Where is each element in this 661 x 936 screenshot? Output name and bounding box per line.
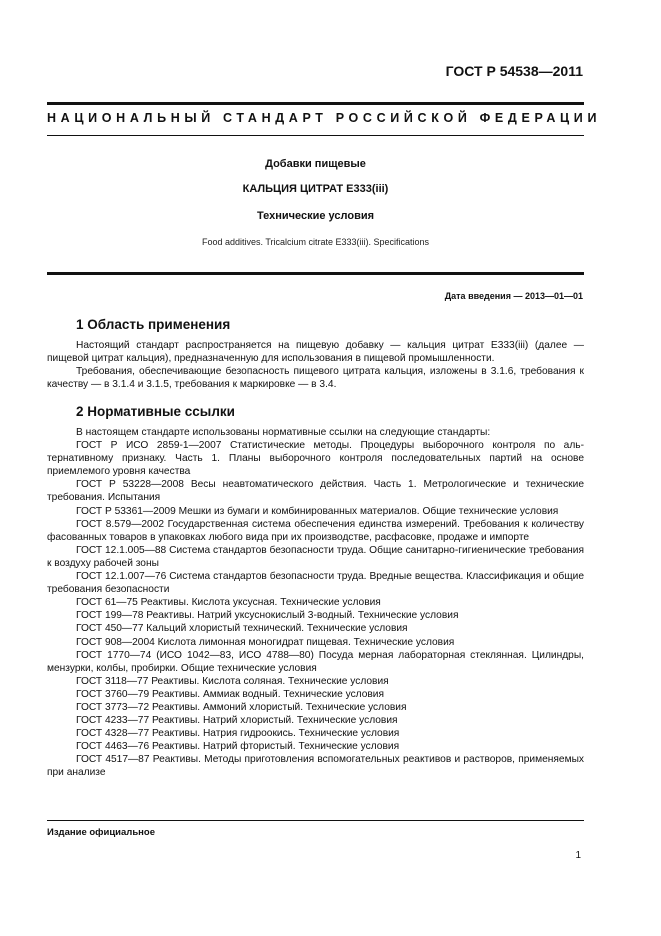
title-rule bbox=[47, 272, 584, 275]
reference-item: ГОСТ 1770—74 (ИСО 1042—83, ИСО 4788—80) Посуда мерная лабораторная стеклянная. Цилиндры, мензурки, колбы, пробирки. Общие технические условия bbox=[47, 649, 584, 674]
section-1-paragraph: Требования, обеспечивающие безопасность пищевого цитрата кальция, изложены в 3.1.6, требования к качеству — в 3.1.4 и 3.1.5, требования к маркировке — в 3.4. bbox=[47, 366, 584, 391]
date-of-introduction: Дата введения — 2013—01—01 bbox=[444, 291, 583, 301]
national-standard-banner: НАЦИОНАЛЬНЫЙ СТАНДАРТ РОССИЙСКОЙ ФЕДЕРАЦИИ bbox=[47, 111, 602, 125]
reference-item: ГОСТ Р 53361—2009 Мешки из бумаги и комбинированных материалов. Общие технические условия bbox=[76, 505, 559, 517]
english-title: Food additives. Tricalcium citrate E333(iii). Specifications bbox=[201, 237, 430, 247]
title-line-1: Добавки пищевые bbox=[265, 158, 366, 170]
reference-item: ГОСТ 3760—79 Реактивы. Аммиак водный. Технические условия bbox=[76, 688, 385, 700]
section-2-heading: 2 Нормативные ссылки bbox=[76, 404, 235, 419]
section-1-body bbox=[47, 339, 584, 391]
footer-rule bbox=[47, 820, 584, 821]
banner-rule bbox=[47, 135, 584, 136]
reference-item: ГОСТ Р ИСО 2859-1—2007 Статистические методы. Процедуры выборочного контроля по альтернативному признаку. Часть 1. Планы выборочного контроля последовательных партий на основе приемлемого уровня качества bbox=[47, 440, 584, 478]
reference-item: ГОСТ 4463—76 Реактивы. Натрий фтористый. Технические условия bbox=[76, 741, 400, 753]
reference-item: ГОСТ 3773—72 Реактивы. Аммоний хлористый. Технические условия bbox=[76, 701, 407, 713]
reference-item: ГОСТ 450—77 Кальций хлористый технический. Технические условия bbox=[76, 623, 408, 635]
reference-item: ГОСТ 12.1.005—88 Система стандартов безопасности труда. Общие санитарно-гигиенические требования к воздуху рабочей зоны bbox=[47, 544, 584, 569]
reference-item: ГОСТ Р 53228—2008 Весы неавтоматического действия. Часть 1. Метрологические и технические требования. Испытания bbox=[47, 479, 584, 504]
reference-item: ГОСТ 12.1.007—76 Система стандартов безопасности труда. Вредные вещества. Классификация и общие требования безопасности bbox=[47, 571, 584, 596]
header-rule bbox=[47, 102, 584, 105]
section-1-paragraph: Настоящий стандарт распространяется на пищевую добавку — кальция цитрат E333(iii) (далее — пищевой цитрат кальция), предназначенную для использования в пищевой промышленности. bbox=[47, 340, 584, 365]
reference-item: ГОСТ 61—75 Реактивы. Кислота уксусная. Технические условия bbox=[76, 597, 381, 609]
reference-item: ГОСТ 4517—87 Реактивы. Методы приготовления вспомогательных реактивов и растворов, применяемых при анализе bbox=[47, 754, 584, 779]
reference-item: ГОСТ 4328—77 Реактивы. Натрия гидроокись. Технические условия bbox=[76, 728, 400, 740]
reference-item: ГОСТ 3118—77 Реактивы. Кислота соляная. Технические условия bbox=[76, 675, 389, 687]
reference-item: ГОСТ 908—2004 Кислота лимонная моногидрат пищевая. Технические условия bbox=[76, 636, 455, 648]
section-2-body bbox=[47, 426, 584, 780]
official-edition-label: Издание официальное bbox=[47, 827, 155, 838]
title-line-2: КАЛЬЦИЯ ЦИТРАТ Е333(iii) bbox=[242, 183, 389, 195]
reference-item: ГОСТ 4233—77 Реактивы. Натрий хлористый. Технические условия bbox=[76, 715, 398, 727]
reference-item: ГОСТ 199—78 Реактивы. Натрий уксуснокислый 3-водный. Технические условия bbox=[76, 610, 459, 622]
section-1-heading: 1 Область применения bbox=[76, 317, 231, 332]
page-number: 1 bbox=[575, 850, 581, 861]
reference-item: В настоящем стандарте использованы нормативные ссылки на следующие стандарты: bbox=[76, 427, 491, 438]
document-number: ГОСТ Р 54538—2011 bbox=[445, 63, 583, 79]
reference-item: ГОСТ 8.579—2002 Государственная система обеспечения единства измерений. Требования к количеству фасованных товаров в упаковках любого вида при их производстве, расфасовке, продаже и импорте bbox=[47, 518, 584, 543]
title-line-3: Технические условия bbox=[256, 210, 375, 222]
